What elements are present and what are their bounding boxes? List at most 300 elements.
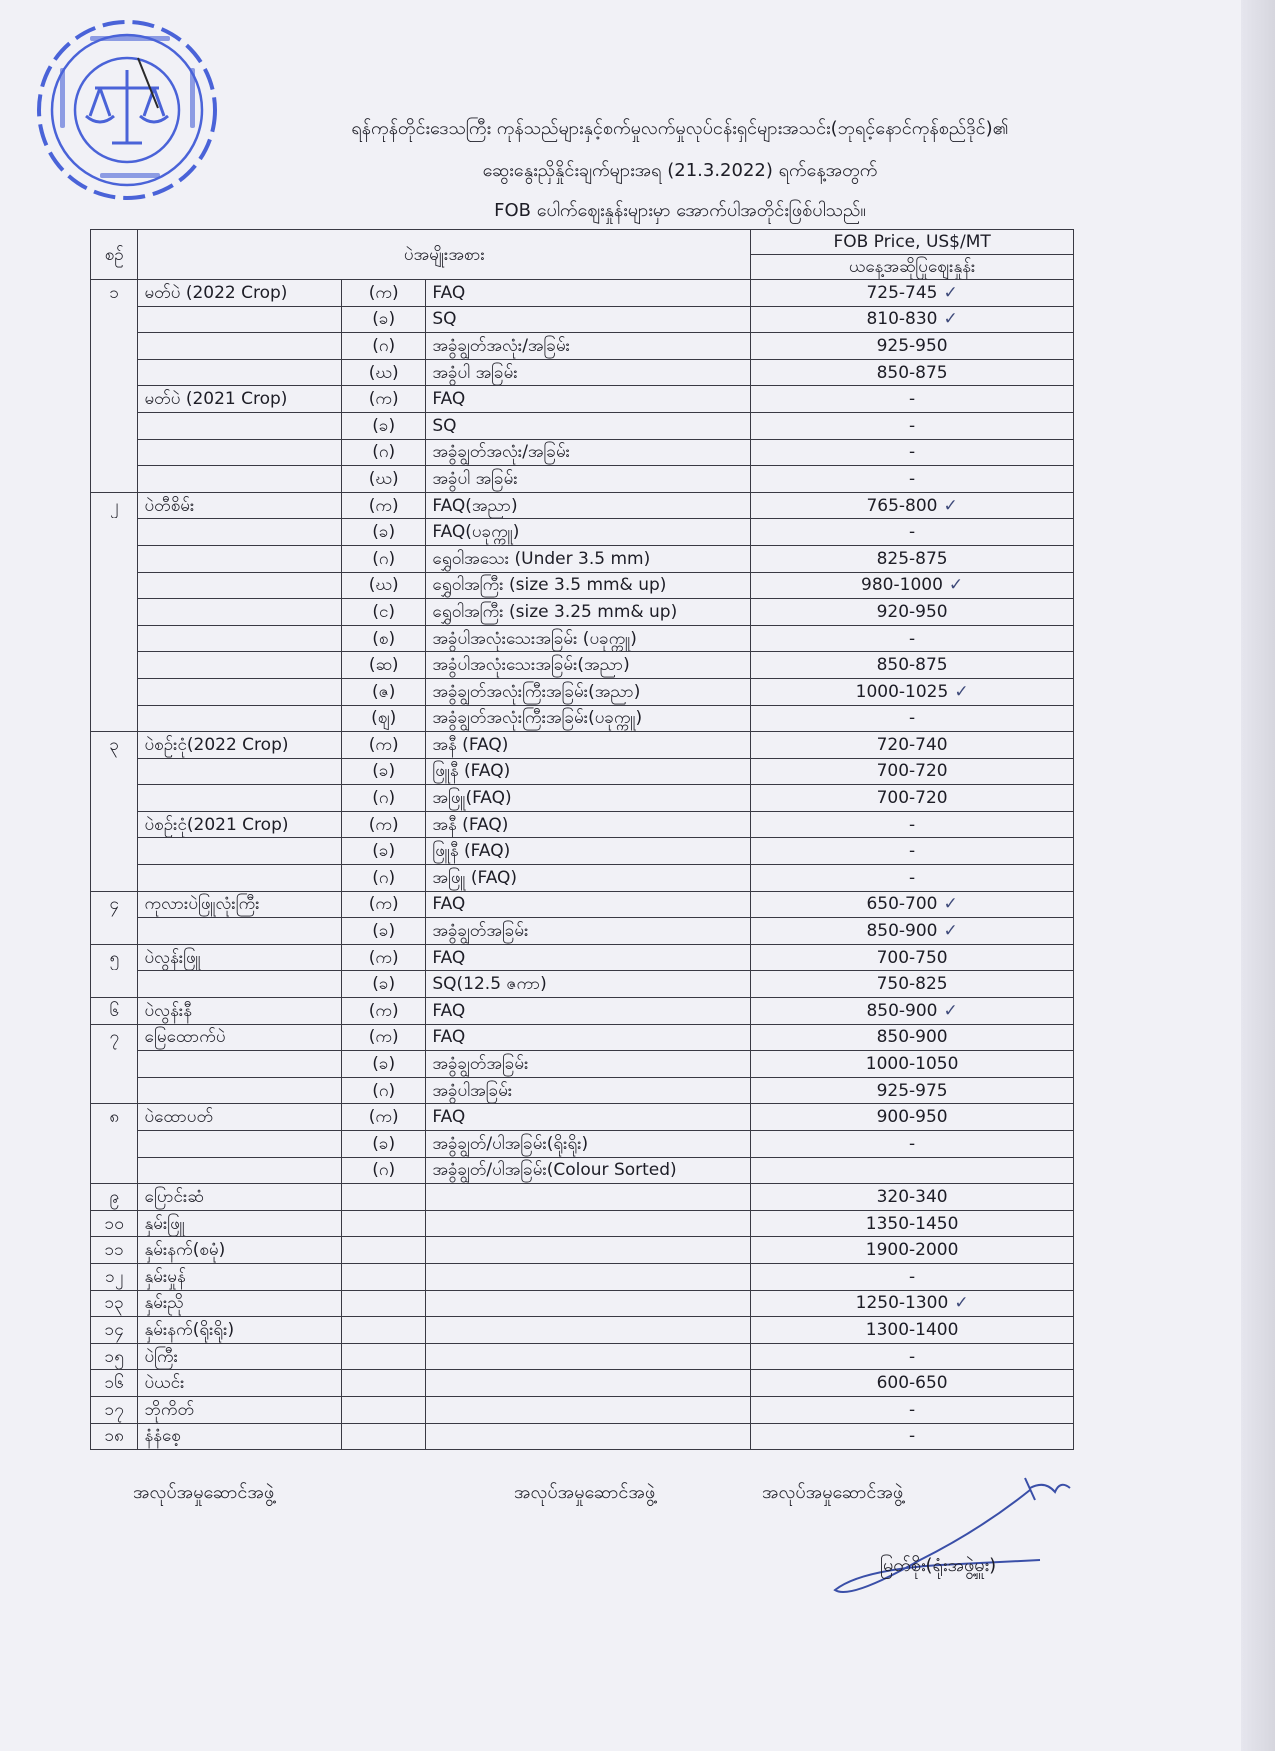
cell-price [751,1157,1074,1184]
table-row [91,998,1074,1025]
cell-no [91,1396,138,1423]
cell-name-text: နှမ်းဖြူ [144,1213,185,1234]
cell-price-text: - [909,841,916,862]
cell-price [751,412,1074,439]
cell-code-text: (ဂ) [372,335,396,356]
cell-grade [426,1317,751,1344]
cell-price [751,386,1074,413]
cell-grade-text: FAQ [432,389,466,410]
cell-name [138,705,342,732]
cell-grade [426,971,751,998]
cell-no [91,732,138,759]
cell-no [91,359,138,386]
cell-price-text: 765-800 [866,495,938,516]
cell-no [91,1423,138,1450]
cell-price [751,652,1074,679]
cell-name-text: နံနံစေ့ [144,1426,181,1447]
cell-price-text: - [909,442,916,463]
cell-name-text: နှမ်းနက်(ရိုးရိုး) [144,1319,235,1340]
cell-name [138,1343,342,1370]
table-row [91,678,1074,705]
price-table [90,229,1074,1450]
cell-name-text: မြေထောက်ပဲ [144,1027,226,1048]
table-row [91,838,1074,865]
cell-grade [426,1343,751,1370]
cell-grade [426,333,751,360]
table-row [91,466,1074,493]
association-seal-logo [20,8,235,213]
cell-grade [426,811,751,838]
cell-code-text: (က) [368,734,399,755]
cell-price [751,1024,1074,1051]
cell-code-text: (င) [372,601,396,622]
footer-signature-2: အလုပ်အမှုဆောင်အဖွဲ့ [514,1482,656,1503]
cell-no [91,492,138,519]
cell-grade [426,1104,751,1131]
cell-no [91,865,138,892]
cell-code [342,333,426,360]
cell-price-text: 850-875 [876,655,948,676]
table-row [91,545,1074,572]
cell-code [342,1343,426,1370]
cell-no [91,891,138,918]
cell-price [751,625,1074,652]
cell-code [342,280,426,307]
cell-name [138,519,342,546]
table-row [91,971,1074,998]
table-row [91,306,1074,333]
cell-no [91,625,138,652]
cell-no-text: ၁၅ [104,1346,124,1367]
cell-price [751,1290,1074,1317]
cell-name [138,466,342,493]
cell-grade [426,386,751,413]
cell-code [342,545,426,572]
cell-name [138,971,342,998]
cell-grade-text: ဖြူနီ (FAQ) [432,761,511,782]
cell-name [138,439,342,466]
cell-no [91,1263,138,1290]
cell-grade [426,599,751,626]
cell-price-text: - [909,468,916,489]
cell-price [751,1370,1074,1397]
cell-grade [426,1131,751,1158]
cell-no-text: ၇ [109,1027,119,1048]
cell-no [91,678,138,705]
cell-code [342,1077,426,1104]
cell-price [751,1131,1074,1158]
checkmark-icon: ✓ [943,495,958,516]
cell-price-text: 810-830 [866,309,938,330]
cell-code-text: (ဈ) [371,708,397,729]
cell-name [138,1290,342,1317]
cell-code [342,705,426,732]
cell-grade [426,1237,751,1264]
cell-price-text: 925-950 [876,335,948,356]
cell-name-text: ပဲကြီး [144,1346,178,1367]
cell-code-text: (ဂ) [372,788,396,809]
cell-name [138,811,342,838]
cell-no [91,386,138,413]
cell-code [342,891,426,918]
cell-grade [426,572,751,599]
cell-no-text: ၁၆ [104,1373,124,1394]
cell-grade [426,1263,751,1290]
cell-no [91,439,138,466]
cell-grade [426,705,751,732]
cell-price [751,492,1074,519]
cell-code [342,811,426,838]
cell-name-text: နှမ်းမှုန် [144,1266,186,1287]
cell-no [91,599,138,626]
cell-grade [426,758,751,785]
table-row [91,865,1074,892]
cell-no [91,1104,138,1131]
cell-price [751,545,1074,572]
cell-name [138,280,342,307]
cell-name-text: မတ်ပဲ (2022 Crop) [144,282,288,303]
cell-no-text: ၁၇ [104,1399,124,1420]
cell-price [751,359,1074,386]
cell-code [342,785,426,812]
cell-price-text: - [909,814,916,835]
cell-grade-text: အနီ (FAQ) [432,814,509,835]
cell-grade [426,865,751,892]
cell-name [138,492,342,519]
cell-code [342,572,426,599]
cell-name-text: ပဲယင်း [144,1373,185,1394]
cell-price [751,519,1074,546]
table-row [91,1423,1074,1450]
checkmark-icon: ✓ [948,575,964,596]
cell-price [751,944,1074,971]
cell-grade-text: အခွံချွတ်အခြမ်း [432,1054,529,1075]
cell-grade-text: အခွံချွတ်အခြမ်း [432,921,529,942]
cell-grade [426,1396,751,1423]
cell-no [91,1343,138,1370]
cell-code [342,678,426,705]
cell-code [342,971,426,998]
cell-price [751,865,1074,892]
cell-code-text: (က) [368,389,399,410]
cell-price-text: - [909,415,916,436]
cell-name [138,1210,342,1237]
cell-grade-text: အခွံပါအလုံးသေးအခြမ်း(အညာ) [432,655,630,676]
cell-no-text: ၁၀ [104,1213,124,1234]
cell-name-text: ကုလားပဲဖြူလုံးကြီး [144,894,260,915]
table-row [91,1317,1074,1344]
cell-code-text: (က) [368,1027,399,1048]
cell-grade-text: FAQ [432,894,466,915]
column-header-type: ပဲအမျိုးအစား [138,230,751,280]
cell-price [751,1210,1074,1237]
cell-code-text: (က) [368,814,399,835]
cell-no-text: ၁၄ [104,1319,124,1340]
cell-grade [426,1157,751,1184]
cell-no [91,306,138,333]
cell-name [138,1237,342,1264]
cell-code [342,1051,426,1078]
cell-name [138,333,342,360]
cell-grade-text: FAQ [432,947,466,968]
cell-no-text: ၉ [109,1186,119,1207]
cell-no [91,280,138,307]
cell-code [342,1237,426,1264]
cell-grade-text: ရွှေဝါအကြီး (size 3.25 mm& up) [432,601,678,622]
cell-price [751,998,1074,1025]
table-row [91,439,1074,466]
cell-code-text: (ခ) [372,522,396,543]
cell-price [751,466,1074,493]
cell-code [342,998,426,1025]
cell-no [91,412,138,439]
cell-name [138,758,342,785]
table-row [91,1263,1074,1290]
cell-code [342,1104,426,1131]
cell-price [751,1184,1074,1211]
header-line-1: ရန်ကုန်တိုင်းဒေသကြီး ကုန်သည်များနှင့်စက်မှုလက်မှုလုပ်ငန်းရှင်များအသင်း(ဘုရင့်နောင်ကုန်စည်ဒိုင်)၏ [351,118,1009,139]
cell-name [138,599,342,626]
cell-grade-text: အခွံချွတ်အလုံး/အခြမ်း [432,442,570,463]
cell-code-text: (ခ) [372,1133,396,1154]
header-line-2: ဆွေးနွေးညှိနှိုင်းချက်များအရ (21.3.2022) ရက်နေ့အတွက် [482,160,878,181]
cell-no [91,1157,138,1184]
cell-grade-text: ရွှေဝါအသေး (Under 3.5 mm) [432,548,651,569]
cell-grade [426,1423,751,1450]
cell-no [91,333,138,360]
cell-name [138,865,342,892]
cell-code [342,1131,426,1158]
cell-code-text: (က) [368,495,399,516]
cell-name [138,1263,342,1290]
checkmark-icon: ✓ [943,309,958,330]
cell-price-text: - [909,389,916,410]
cell-name [138,998,342,1025]
cell-price-text: - [909,867,916,888]
cell-price-text: 850-900 [866,921,938,942]
table-row [91,1157,1074,1184]
table-row [91,652,1074,679]
cell-code-text: (က) [368,1000,399,1021]
cell-price-text: 320-340 [876,1186,948,1207]
cell-name [138,891,342,918]
table-row [91,625,1074,652]
cell-price-text: 725-745 [866,282,938,303]
cell-grade [426,838,751,865]
cell-grade [426,625,751,652]
table-row [91,519,1074,546]
cell-grade-text: ရွှေဝါအကြီး (size 3.5 mm& up) [432,575,667,596]
cell-no [91,1131,138,1158]
cell-code-text: (က) [368,947,399,968]
cell-no [91,519,138,546]
cell-grade-text: SQ [432,309,457,330]
cell-price-text: - [909,1399,916,1420]
cell-no [91,758,138,785]
cell-no-text: ၁၈ [104,1426,124,1447]
cell-code [342,838,426,865]
table-body [91,280,1074,1450]
cell-no [91,838,138,865]
cell-name [138,1104,342,1131]
table-row [91,572,1074,599]
cell-grade-text: အခွံချွတ်အလုံး/အခြမ်း [432,335,570,356]
cell-grade [426,891,751,918]
cell-code [342,1370,426,1397]
cell-grade-text: FAQ [432,282,466,303]
cell-price-text: 920-950 [876,601,948,622]
table-row [91,599,1074,626]
cell-code-text: (ဇ) [372,681,396,702]
cell-name [138,732,342,759]
cell-grade [426,1024,751,1051]
handwritten-signature [830,1470,1080,1600]
cell-name-text: ပြောင်းဆံ [144,1186,204,1207]
table-row [91,1184,1074,1211]
cell-name-text: နှမ်းညို [144,1293,184,1314]
cell-price [751,732,1074,759]
cell-grade [426,785,751,812]
cell-code [342,1210,426,1237]
cell-code [342,1263,426,1290]
cell-name [138,785,342,812]
cell-price-text: - [909,522,916,543]
cell-grade-text: အနီ (FAQ) [432,734,509,755]
cell-price-text: 700-720 [876,788,948,809]
cell-no [91,1024,138,1051]
cell-no [91,1317,138,1344]
cell-code-text: (က) [368,282,399,303]
cell-grade [426,678,751,705]
footer-signature-1: အလုပ်အမှုဆောင်အဖွဲ့ [133,1482,275,1503]
cell-code [342,386,426,413]
cell-grade-text: FAQ [432,1107,466,1128]
cell-grade [426,492,751,519]
checkmark-icon: ✓ [954,1293,969,1314]
cell-price [751,1396,1074,1423]
cell-grade [426,918,751,945]
cell-code [342,1423,426,1450]
cell-no [91,1051,138,1078]
cell-no [91,466,138,493]
cell-code-text: (ဃ) [368,575,399,596]
cell-name [138,918,342,945]
cell-no [91,545,138,572]
cell-price-text: - [909,1133,916,1154]
checkmark-icon: ✓ [943,921,958,942]
cell-no-text: ၈ [109,1107,120,1128]
cell-code-text: (ခ) [372,974,396,995]
cell-grade-text: FAQ [432,1027,466,1048]
table-row [91,918,1074,945]
cell-code [342,732,426,759]
cell-price [751,1263,1074,1290]
cell-price-text: 850-900 [876,1027,948,1048]
cell-no [91,1237,138,1264]
cell-name [138,652,342,679]
table-row [91,1024,1074,1051]
table-row [91,359,1074,386]
table-row [91,492,1074,519]
cell-grade-text: FAQ(အညာ) [432,495,518,516]
cell-code-text: (ခ) [372,415,396,436]
cell-price [751,439,1074,466]
cell-no [91,785,138,812]
cell-price-text: 1250-1300 [855,1293,949,1314]
cell-name [138,1051,342,1078]
cell-no [91,918,138,945]
cell-grade-text: အခွံချွတ်/ပါအခြမ်း(ရိုးရိုး) [432,1133,589,1154]
cell-grade-text: အခွံချွတ်/ပါအခြမ်း(Colour Sorted) [432,1160,677,1181]
cell-price [751,705,1074,732]
cell-no-text: ၆ [109,1000,119,1021]
cell-code-text: (ဆ) [368,655,399,676]
header-line-3: FOB ပေါက်ဈေးနှုန်းများမှာ အောက်ပါအတိုင်းဖြစ်ပါသည်။ [494,200,866,221]
cell-code-text: (ခ) [372,841,396,862]
cell-code-text: (ဃ) [368,362,399,383]
cell-no [91,944,138,971]
cell-grade [426,1077,751,1104]
cell-name [138,545,342,572]
cell-name [138,1024,342,1051]
cell-no [91,998,138,1025]
cell-price-text: 1000-1050 [865,1054,959,1075]
cell-name [138,1396,342,1423]
cell-grade [426,439,751,466]
cell-no [91,1077,138,1104]
cell-price [751,758,1074,785]
cell-price-text: - [909,708,916,729]
cell-grade-text: ဖြူနီ (FAQ) [432,841,511,862]
cell-price [751,1237,1074,1264]
cell-price [751,785,1074,812]
cell-name [138,1370,342,1397]
cell-no [91,1210,138,1237]
cell-code [342,1157,426,1184]
checkmark-icon: ✓ [943,282,958,303]
cell-no-text: ၁၁ [104,1240,124,1261]
cell-name [138,1077,342,1104]
cell-code-text: (စ) [372,628,396,649]
cell-price [751,678,1074,705]
cell-price-text: 825-875 [876,548,948,569]
cell-price [751,1077,1074,1104]
cell-price-text: 850-875 [876,362,948,383]
cell-name-text: မတ်ပဲ (2021 Crop) [144,389,288,410]
checkmark-icon: ✓ [954,681,969,702]
cell-code [342,1290,426,1317]
cell-name-text: ပဲစဉ်းငုံ(2022 Crop) [144,734,289,755]
cell-code [342,758,426,785]
cell-price [751,599,1074,626]
table-row [91,1210,1074,1237]
cell-price-text: - [909,1266,916,1287]
cell-code-text: (ခ) [372,1054,396,1075]
cell-grade-text: SQ [432,415,457,436]
table-row [91,412,1074,439]
cell-code [342,519,426,546]
cell-code-text: (ဂ) [372,1160,396,1181]
column-header-proposed-price: ယနေ့အဆိုပြုဈေးနှုန်း [751,255,1074,280]
cell-price-text: 600-650 [876,1373,948,1394]
cell-price [751,1051,1074,1078]
table-row [91,1131,1074,1158]
cell-grade-text: အခွံချွတ်အလုံးကြီးအခြမ်း(အညာ) [432,681,641,702]
checkmark-icon: ✓ [943,894,958,915]
cell-grade [426,1290,751,1317]
cell-price [751,333,1074,360]
cell-grade-text: FAQ(ပခုက္ကူ) [432,522,520,543]
